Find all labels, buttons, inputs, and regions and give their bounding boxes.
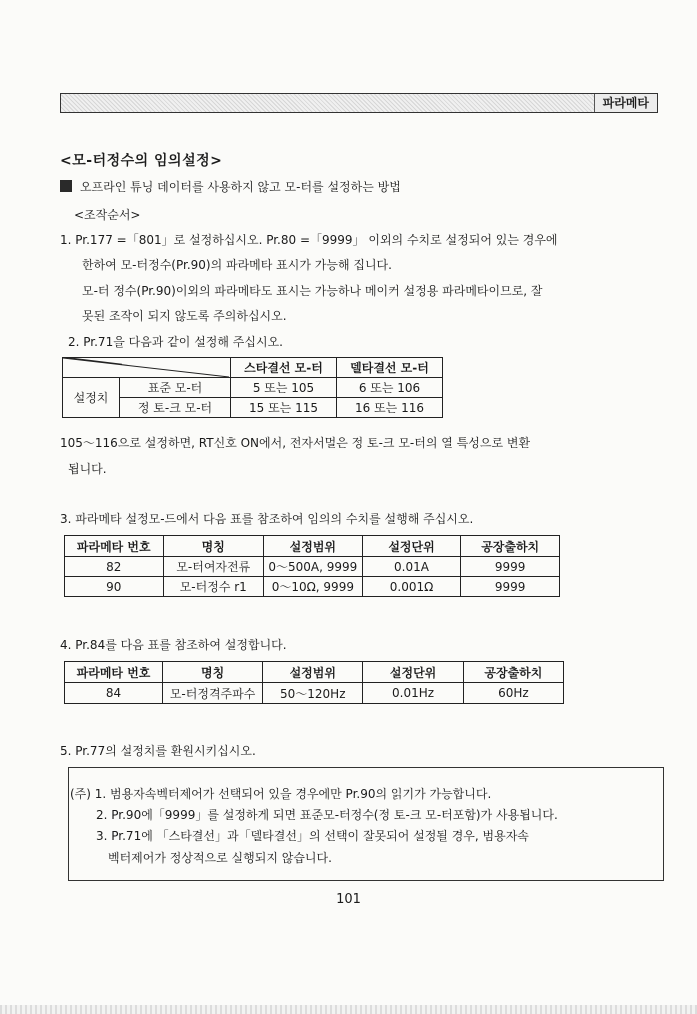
table2-cell: 모-터정수 r1 [163,577,264,597]
step1-line1: 1. Pr.177 =「801」로 설정하십시오. Pr.80 =「9999」 이외의 수치로 설정되어 있는 경우에 [60,233,558,247]
table1-header-delta: 델타결선 모-터 [337,358,443,378]
table2-cell: 90 [65,577,164,597]
table1-cell: 5 또는 105 [231,378,337,398]
table3-cell: 60Hz [463,683,563,704]
table2-cell: 0～500A, 9999 [264,557,363,577]
table2-cell: 9999 [461,557,560,577]
table2-cell: 0～10Ω, 9999 [264,577,363,597]
table2-cell: 모-터여자전류 [163,557,264,577]
step1-line4: 못된 조작이 되지 않도록 주의하십시오. [82,309,287,323]
table1-row-group: 설정치 [63,378,120,418]
table1-row-label: 정 토-크 모-터 [120,398,231,418]
note-line1: (주) 1. 범용자속벡터제어가 선택되어 있을 경우에만 Pr.90의 읽기가 가능합니다. [70,787,492,801]
step4-line1: 4. Pr.84를 다음 표를 참조하여 설정합니다. [60,638,287,652]
procedure-label: <조작순서> [74,208,141,222]
table1-corner-diagonal [63,358,229,377]
table2-header: 설정범위 [264,536,363,557]
table3-header: 공장출하치 [463,662,563,683]
table1-cell: 6 또는 106 [337,378,443,398]
step1-line3: 모-터 정수(Pr.90)이외의 파라메타도 표시는 가능하나 메이커 설정용 파라메타이므로, 잘 [82,284,543,298]
header-label: 파라메타 [594,94,657,112]
table3-cell: 50～120Hz [263,683,363,704]
note-line4: 벡터제어가 정상적으로 실행되지 않습니다. [108,851,332,865]
table2-cell: 9999 [461,577,560,597]
table2-header: 공장출하치 [461,536,560,557]
square-bullet-icon [60,180,72,192]
scan-edge [0,1005,697,1014]
after-table1-line1: 105～116으로 설정하면, RT신호 ON에서, 전자서멀은 정 토-크 모-터의 열 특성으로 변환 [60,436,531,450]
table3-cell: 모-터정격주파수 [163,683,263,704]
table3-header: 파라메타 번호 [65,662,163,683]
page-number: 101 [336,892,361,907]
table3 [64,661,564,704]
table2-cell: 82 [65,557,164,577]
table3-header: 명칭 [163,662,263,683]
table1 [62,357,443,418]
step3-line1: 3. 파라메타 설정모-드에서 다음 표를 참조하여 임의의 수치를 설행해 주십시오. [60,512,474,526]
table2-header: 설정단위 [362,536,461,557]
note-line2: 2. Pr.90에「9999」를 설정하게 되면 표준모-터정수(정 토-크 모-터포함)가 사용됩니다. [96,808,558,822]
step5-line1: 5. Pr.77의 설정치를 환원시키십시오. [60,744,256,758]
table1-corner [63,358,231,378]
table2-cell: 0.001Ω [362,577,461,597]
step1-line2: 한하여 모-터정수(Pr.90)의 파라메타 표시가 가능해 집니다. [82,258,392,272]
table1-header-star: 스타결선 모-터 [231,358,337,378]
table2-header: 명칭 [163,536,264,557]
table3-cell: 84 [65,683,163,704]
table2 [64,535,560,597]
table3-header: 설정단위 [363,662,463,683]
table2-cell: 0.01A [362,557,461,577]
note-line3: 3. Pr.71에 「스타결선」과「델타결선」의 선택이 잘못되어 설정될 경우, 범용자속 [96,829,529,843]
table1-row-label: 표준 모-터 [120,378,231,398]
step2-line1: 2. Pr.71을 다음과 같이 설정해 주십시오. [68,335,283,349]
header-bar [60,93,658,113]
table1-cell: 16 또는 116 [337,398,443,418]
table2-header: 파라메타 번호 [65,536,164,557]
table3-header: 설정범위 [263,662,363,683]
page-title: <모-터정수의 임의설정> [60,153,223,169]
table1-cell: 15 또는 115 [231,398,337,418]
section-heading [60,178,401,195]
table3-cell: 0.01Hz [363,683,463,704]
section-heading-text: 오프라인 튜닝 데이터를 사용하지 않고 모-터를 설정하는 방법 [80,180,401,194]
after-table1-line2: 됩니다. [68,462,107,476]
